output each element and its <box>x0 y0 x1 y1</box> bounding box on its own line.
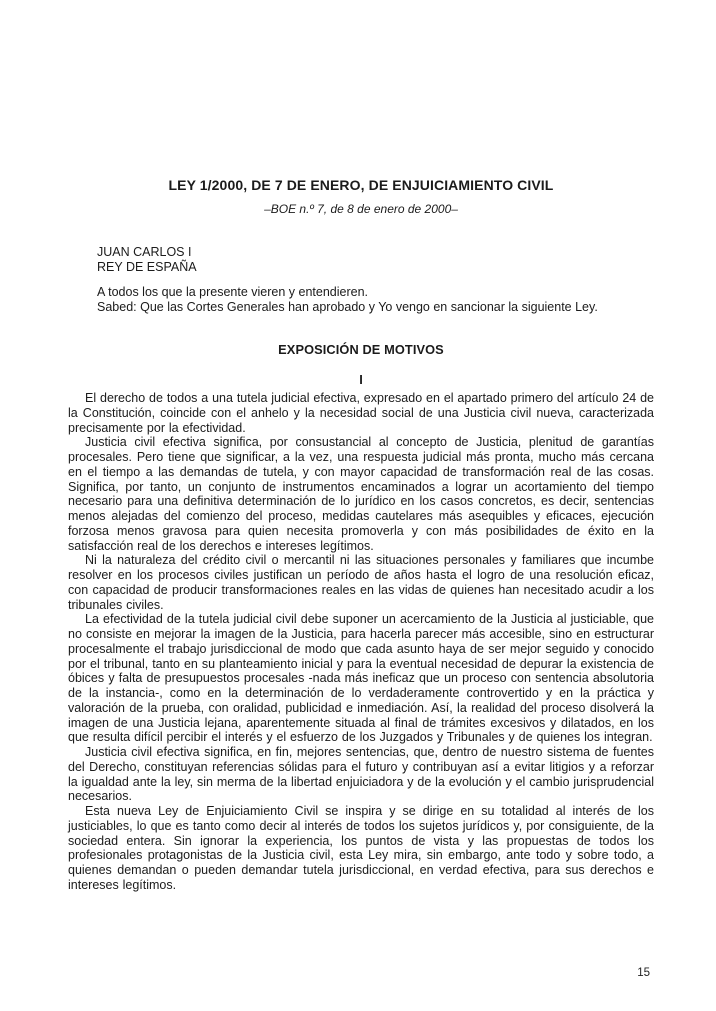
paragraph: Esta nueva Ley de Enjuiciamiento Civil se inspira y se dirige en su totalidad al interés de los justiciables, lo que es tanto como decir al interés de todos los sujetos jurídicos y, por consiguiente, de la sociedad entera. Sin ignorar la experiencia, los puntos de vista y las propuestas de todos los profesionales protagonistas de la Justicia civil, esta Ley mira, sin embargo, ante todo y sobre todo, a quienes demandan o pueden demandar tutela jurisdiccional, en verdad efectiva, para sus derechos e intereses legítimos. <box>68 804 654 892</box>
paragraph: El derecho de todos a una tutela judicial efectiva, expresado en el apartado primero del artículo 24 de la Constitución, coincide con el anhelo y la necesidad social de una Justicia civil nueva, caracterizada precisamente por la efectividad. <box>68 391 654 435</box>
boe-reference: –BOE n.º 7, de 8 de enero de 2000– <box>264 202 458 216</box>
paragraph: La efectividad de la tutela judicial civil debe suponer un acercamiento de la Justicia al justiciable, que no consiste en mejorar la imagen de la Justicia, para hacerla parecer más accesible, sino en estructurar procesalmente el trabajo jurisdiccional de modo que cada asunto haya de ser mejor seguido y conocido por el tribunal, tanto en su planteamiento inicial y para la eventual necesidad de depurar la existencia de óbices y falta de presupuestos procesales -nada más ineficaz que un proceso con sentencia absolutoria de la instancia-, como en la determinación de lo verdaderamente controvertido y en la práctica y valoración de la prueba, con oralidad, publicidad e inmediación. Así, la realidad del proceso disolverá la imagen de una Justicia lejana, aparentemente situada al final de trámites excesivos y dilatados, en los que resulta difícil percibir el interés y el esfuerzo de los Juzgados y Tribunales y de quienes los integran. <box>68 612 654 745</box>
law-title: LEY 1/2000, DE 7 DE ENERO, DE ENJUICIAMIENTO CIVIL <box>168 177 554 193</box>
sanction-line: Sabed: Que las Cortes Generales han aprobado y Yo vengo en sancionar la siguiente Ley. <box>97 299 598 314</box>
royal-sanction-block <box>97 285 654 314</box>
paragraph: Ni la naturaleza del crédito civil o mercantil ni las situaciones personales y familiares que incumbe resolver en los procesos civiles justifican un período de años hasta el logro de una resolución eficaz, con capacidad de producir transformaciones reales en las vidas de quienes han necesitado acudir a los tribunales civiles. <box>68 553 654 612</box>
paragraph: Justicia civil efectiva significa, por consustancial al concepto de Justicia, plenitud de garantías procesales. Pero tiene que significar, a la vez, una respuesta judicial más pronta, mucho más cercana en el tiempo a las demandas de tutela, y con mayor capacidad de transformación real de las cosas. Significa, por tanto, un conjunto de instrumentos encaminados a lograr un acortamiento del tiempo necesario para una definitiva determinación de lo jurídico en los casos concretos, es decir, sentencias menos alejadas del comienzo del proceso, medidas cautelares más asequibles y eficaces, ejecución forzosa menos gravosa para quien necesita promoverla y con más posibilidades de éxito en la satisfacción real de los derechos e intereses legítimos. <box>68 435 654 553</box>
exposicion-heading: EXPOSICIÓN DE MOTIVOS <box>278 342 444 357</box>
issuer-name: JUAN CARLOS I <box>97 245 192 259</box>
exposicion-body <box>68 391 654 893</box>
salutation-line: A todos los que la presente vieren y entendieren. <box>97 285 369 299</box>
text-column <box>68 0 654 893</box>
issuer-role: REY DE ESPAÑA <box>97 259 197 274</box>
section-number: I <box>359 372 363 387</box>
paragraph: Justicia civil efectiva significa, en fin, mejores sentencias, que, dentro de nuestro sistema de fuentes del Derecho, constituyan referencias sólidas para el futuro y contribuyan así a evitar litigios y a reforzar la igualdad ante la ley, sin merma de la libertad enjuiciadora y de la evolución y el cambio jurisprudencial necesarios. <box>68 745 654 804</box>
issuer-block <box>97 245 654 274</box>
page-number: 15 <box>637 967 650 979</box>
